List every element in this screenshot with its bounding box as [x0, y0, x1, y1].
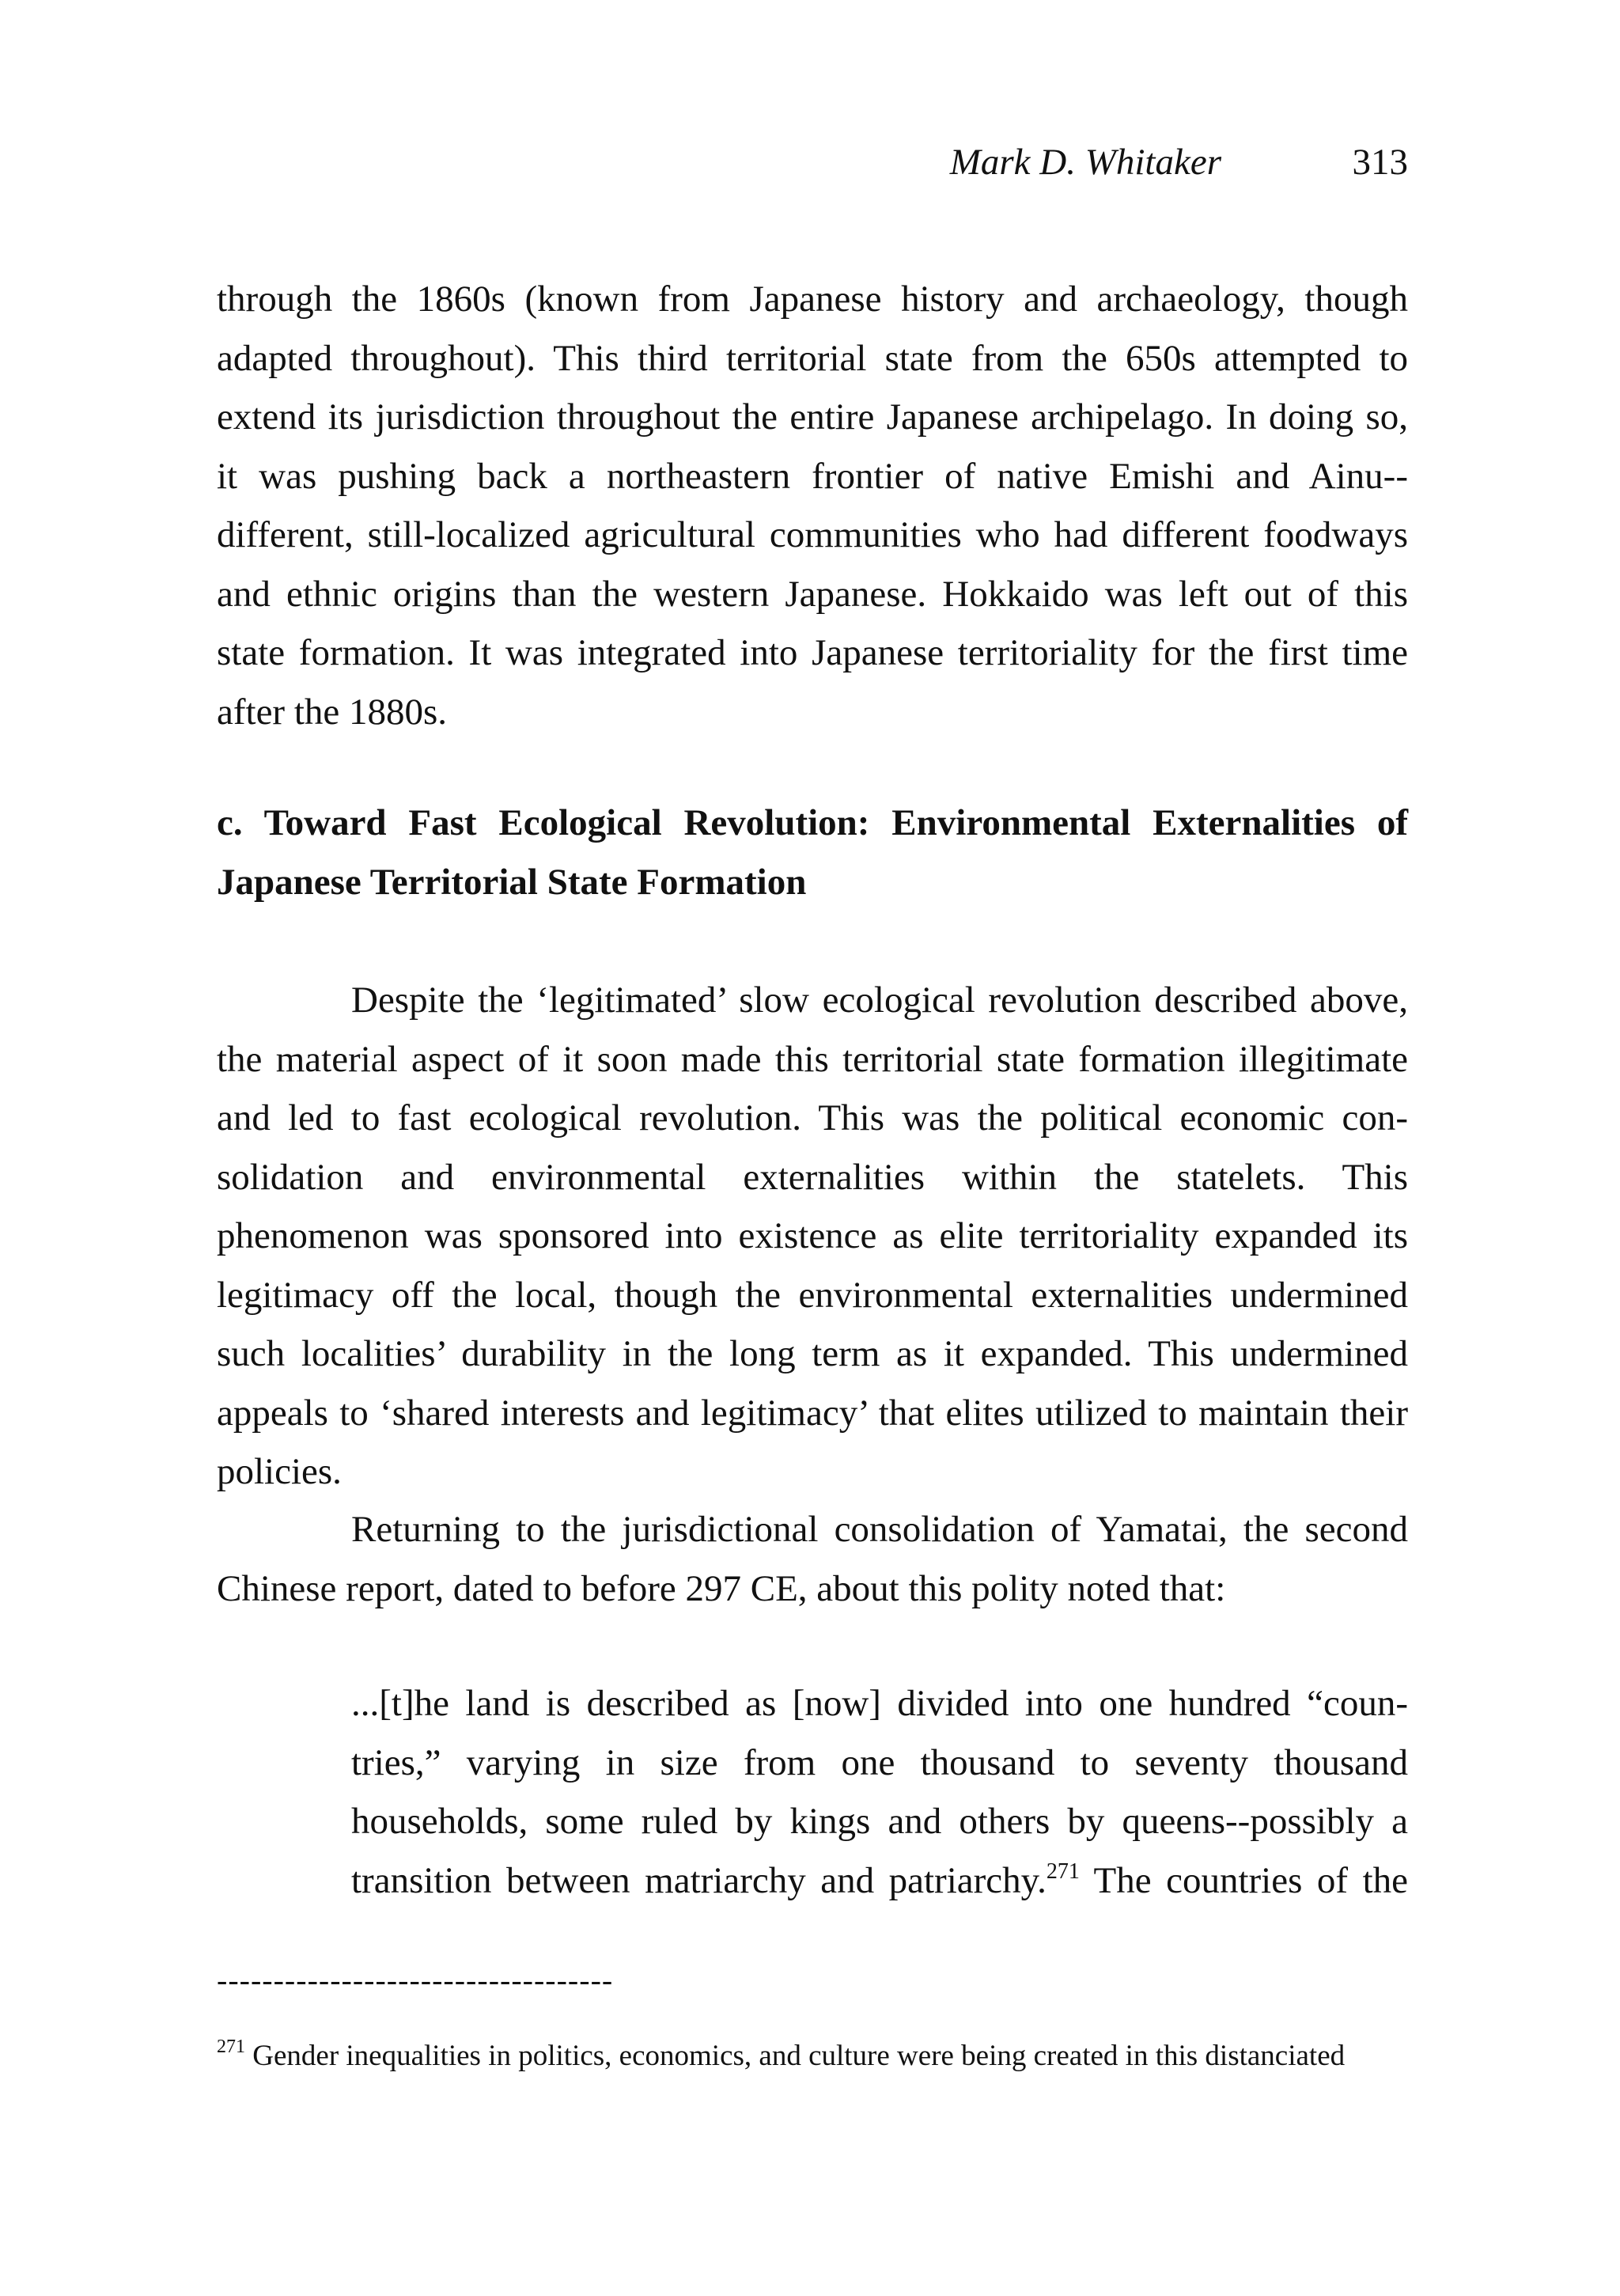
quote-text: transition between matriarchy and patriarchy.	[351, 1859, 1047, 1901]
text-line: different, still-localized agricultural communities who had different foodways	[217, 514, 1408, 555]
text-line: policies.	[217, 1451, 342, 1492]
text-line: through the 1860s (known from Japanese history and archaeology, though	[217, 278, 1408, 320]
footnote-separator: -----------------------------------	[217, 1962, 614, 1998]
text-line: state formation. It was integrated into Japanese territoriality for the first time	[217, 632, 1408, 673]
text-line: legitimacy off the local, though the environmental externalities undermined	[217, 1274, 1408, 1316]
quote-line	[351, 1851, 1408, 1911]
heading-line: c. Toward Fast Ecological Revolution: Environmental Externalities of	[217, 802, 1408, 843]
text-line: Chinese report, dated to before 297 CE, about this polity noted that:	[217, 1567, 1226, 1609]
text-line: such localities’ durability in the long term as it expanded. This undermined	[217, 1333, 1408, 1374]
quote-text: The countries of the	[1079, 1859, 1408, 1901]
body-paragraph-3	[217, 1500, 1408, 1618]
page-number: 313	[1352, 142, 1408, 183]
text-line: adapted throughout). This third territorial state from the 650s attempted to	[217, 337, 1408, 379]
text-line: Returning to the jurisdictional consolidation of Yamatai, the second	[351, 1509, 1408, 1550]
text-line: Despite the ‘legitimated’ slow ecological revolution described above,	[351, 979, 1408, 1021]
text-line: and ethnic origins than the western Japanese. Hokkaido was left out of this	[217, 573, 1408, 615]
quote-line: tries,” varying in size from one thousand to seventy thousand	[351, 1741, 1408, 1783]
body-paragraph-2	[217, 971, 1408, 1502]
quote-line: households, some ruled by kings and others by queens--possibly a	[351, 1801, 1408, 1842]
text-line: after the 1880s.	[217, 691, 448, 733]
section-heading	[217, 794, 1408, 911]
running-head-author: Mark D. Whitaker	[949, 142, 1221, 183]
text-line: it was pushing back a northeastern frontier of native Emishi and Ainu--	[217, 455, 1408, 497]
text-line: and led to fast ecological revolution. This was the political economic con-	[217, 1097, 1408, 1139]
text-line: the material aspect of it soon made this territorial state formation illegitimate	[217, 1038, 1408, 1080]
block-quote	[351, 1674, 1408, 1910]
text-line: extend its jurisdiction throughout the entire Japanese archipelago. In doing so,	[217, 396, 1408, 438]
footnote	[217, 2035, 1408, 2078]
text-line: solidation and environmental externalities within the statelets. This	[217, 1156, 1408, 1198]
body-paragraph-1	[217, 270, 1408, 741]
heading-line: Japanese Territorial State Formation	[217, 861, 807, 903]
footnote-text: Gender inequalities in politics, economics, and culture were being created in this distanciated	[245, 2040, 1346, 2072]
quote-line: ...[t]he land is described as [now] divided into one hundred “coun-	[351, 1683, 1408, 1724]
text-line: phenomenon was sponsored into existence as elite territoriality expanded its	[217, 1215, 1408, 1256]
text-line: appeals to ‘shared interests and legitimacy’ that elites utilized to maintain their	[217, 1392, 1408, 1434]
running-head	[0, 135, 1620, 190]
footnote-reference[interactable]: 271	[1046, 1858, 1080, 1884]
footnote-number: 271	[217, 2036, 245, 2057]
